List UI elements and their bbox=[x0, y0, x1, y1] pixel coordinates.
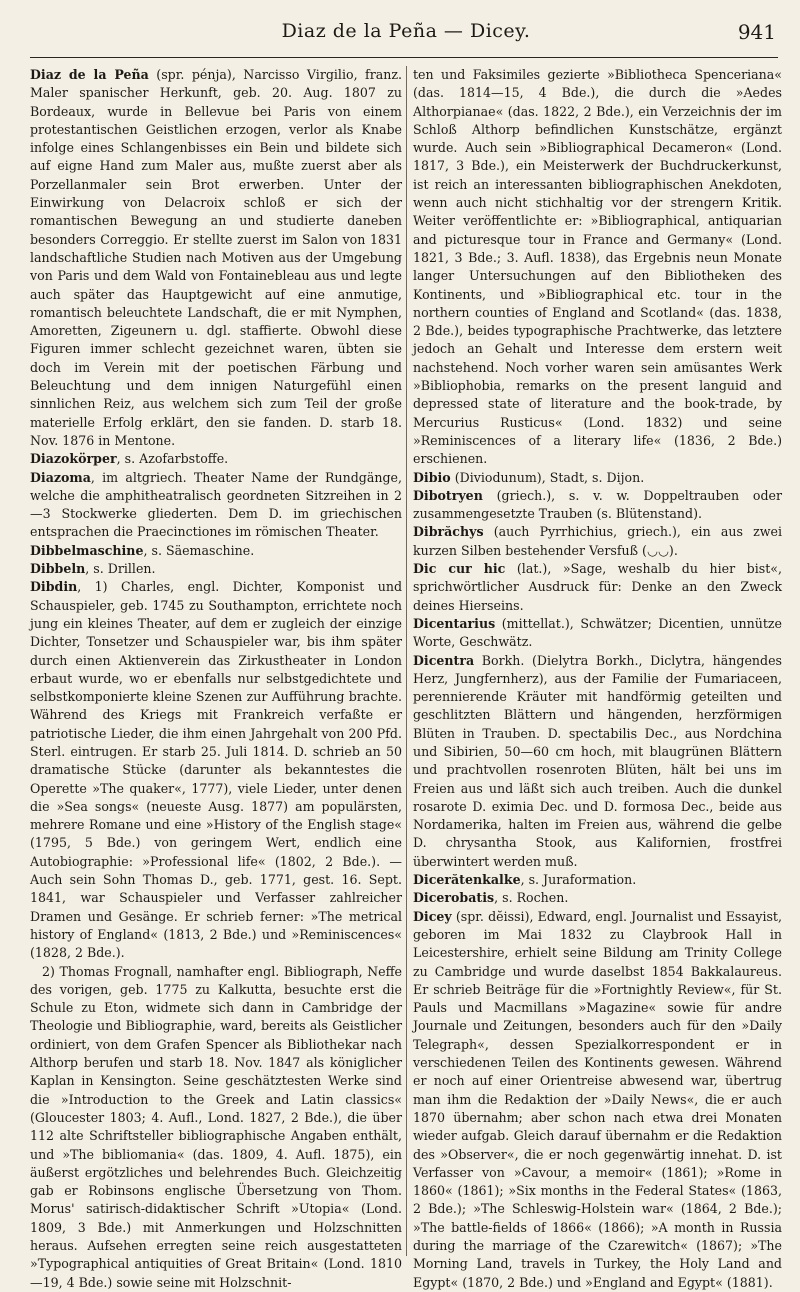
dictionary-entry bbox=[30, 560, 402, 578]
entry-headword: Dibbelmaschine bbox=[30, 542, 144, 558]
entry-text: , im altgriech. Theater Name der Rundgänge, welche die amphitheatralisch geordneten Sitzreihen in 2—3 Stockwerke gliederten. Dem D. im griechischen entsprachen die Praecinctiones im römischen Theater. bbox=[30, 469, 402, 540]
dictionary-entry bbox=[30, 450, 402, 468]
dictionary-entry bbox=[413, 469, 782, 487]
entry-headword: Dibotryen bbox=[413, 487, 483, 503]
dictionary-entry bbox=[413, 560, 782, 615]
entry-text: Borkh. (Dielytra Borkh., Diclytra, hängendes Herz, Jungfernherz), aus der Familie der Fumariaceen, perennierende Kräuter mit handförmig geteilten und geschlitzten Blättern und hängenden, herzförmigen Blüten in Trauben. D. spectabilis Dec., aus Nordchina und Sibirien, 50—60 cm hoch, mit blaugrünen Blättern und prachtvollen rosenroten Blüten, hält bei uns im Freien aus und läßt sich auch treiben. Auch die dunkel rosarote D. eximia Dec. und D. formosa Dec., beide aus Nordamerika, halten im Freien aus, während die gelbe D. chrysantha Stook, aus Kalifornien, frostfrei überwintert werden muß. bbox=[413, 652, 782, 869]
entry-headword: Diaz de la Peña bbox=[30, 67, 149, 82]
page-number: 941 bbox=[737, 20, 776, 44]
dictionary-entry bbox=[413, 908, 782, 1292]
entry-text: , s. Azofarbstoffe. bbox=[116, 451, 229, 467]
entry-headword: Dicentra bbox=[413, 652, 475, 668]
entry-text: (lat.), »Sage, weshalb du hier bist«, sprichwörtlicher Ausdruck für: Denke an den Zweck deines Hierseins. bbox=[413, 561, 782, 613]
entry-headword: Dicerătenkalke bbox=[413, 872, 521, 888]
dictionary-entry bbox=[413, 652, 782, 872]
header-rule bbox=[30, 57, 778, 58]
entry-text: (spr. pénja), Narcisso Virgilio, franz. Maler spanischer Herkunft, geb. 20. Aug. 1807 zu Bordeaux, wurde in Bellevue bei Paris von einem protestantischen Geistlichen erzogen, verlor als Knabe infolge eines Schlangenbisses ein Bein und bildete sich auf eigne Hand zum Maler aus, mußte zuerst aber als Porzellanmaler sein Brot erwerben. Unter der Einwirkung von Delacroix schloß er sich der romantischen Bewegung an und studierte daneben besonders Correggio. Er stellte zuerst im Salon von 1831 landschaftliche Studien nach Motiven aus der Umgebung von Paris und dem Wald von Fontainebleau aus und legte auch später das Hauptgewicht auf eine anmutige, romantisch beleuchtete Landschaft, die er mit Nymphen, Amoretten, Zigeunern u. dgl. staffierte. Obwohl diese Figuren immer schlecht gezeichnet waren, übten sie doch im Verein mit der poetischen Färbung und Beleuchtung und dem innigen Naturgefühl einen sinnlichen Reiz, aus welchem sich zum Teil der große materielle Erfolg erklärt, den sie fanden. D. starb 18. Nov. 1876 in Mentone. bbox=[30, 67, 402, 448]
entry-text: ten und Faksimiles gezierte »Bibliotheca Spenceriana« (das. 1814—15, 4 Bde.), die durch die »Aedes Althorpianae« (das. 1822, 2 Bde.), ein Verzeichnis der im Schloß Althorp befindlichen Kunstschätze, ergänzt wurde. Auch sein »Bibliographical Decameron« (Lond. 1817, 3 Bde.), ein Meisterwerk der Buchdruckerkunst, ist reich an interessanten bibliographischen Anekdoten, wenn auch nicht stichhaltig vor der strengern Kritik. Weiter veröffentlichte er: »Bibliographical, antiquarian and picturesque tour in France and Germany« (Lond. 1821, 3 Bde.; 3. Aufl. 1838), das Ergebnis neun Monate langer Untersuchungen auf den Bibliotheken des Kontinents, und »Bibliographical etc. tour in the northern counties of England and Scotland« (das. 1838, 2 Bde.), beides typographische Prachtwerke, das letztere jedoch an Gehalt und Interesse dem erstern weit nachstehend. Noch vorher waren sein amüsantes Werk »Bibliophobia, remarks on the present languid and depressed state of literature and the book-trade, by Mercurius Rusticus« (Lond. 1832) und seine »Reminiscences of a literary life« (1836, 2 Bde.) erschienen. bbox=[413, 67, 782, 467]
dictionary-entry bbox=[30, 469, 402, 542]
dictionary-entry bbox=[413, 871, 782, 889]
dictionary-entry bbox=[30, 542, 402, 560]
entry-headword: Dic cur hic bbox=[413, 561, 506, 577]
column-divider bbox=[406, 66, 407, 1256]
page-header bbox=[30, 8, 782, 48]
left-column bbox=[30, 66, 402, 1290]
entry-text: (spr. dĕissi), Edward, engl. Journalist und Essayist, geboren im Mai 1832 zu Claybrook Hall in Leicestershire, erhielt seine Bildung am Trinity College zu Cambridge und wurde daselbst 1854 Bakkalaureus. Er schrieb Beiträge für die »Fortnightly Review«, für St. Pauls und Macmillans »Magazine« sowie für andre Journale und Zeitungen, besonders auch für den »Daily Telegraph«, dessen Spezialkorrespondent er in verschiedenen Teilen des Kontinents gewesen. Während er noch auf einer Orientreise abwesend war, übertrug man ihm die Redaktion der »Daily News«, die er auch 1870 übernahm; aber schon nach etwa drei Monaten wieder aufgab. Gleich darauf übernahm er die Redaktion des »Observer«, die er noch gegenwärtig innehat. D. ist Verfasser von »Cavour, a memoir« (1861); »Rome in 1860« (1861); »Six months in the Federal States« (1863, 2 Bde.); »The Schleswig-Holstein war« (1864, 2 Bde.); »The battle-fields of 1866« (1866); »A month in Russia during the marriage of the Czarewitch« (1867); »The Morning Land, travels in Turkey, the Holy Land and Egypt« (1870, 2 Bde.) und »England and Egypt« (1881). bbox=[413, 908, 782, 1290]
entry-headword: Dibdin bbox=[30, 579, 78, 595]
dictionary-entry bbox=[30, 963, 402, 1292]
entry-text: (griech.), s. v. w. Doppeltrauben oder zusammengesetzte Trauben (s. Blütenstand). bbox=[413, 487, 782, 522]
entry-text: (auch Pyrrhichius, griech.), ein aus zwei kurzen Silben bestehender Versfuß (◡◡). bbox=[413, 524, 782, 558]
dictionary-entry bbox=[413, 615, 782, 652]
entry-headword: Diazoma bbox=[30, 469, 91, 485]
entry-headword: Dicey bbox=[413, 908, 452, 924]
right-column bbox=[413, 66, 782, 1290]
dictionary-entry bbox=[30, 66, 402, 450]
entry-headword: Dicentarius bbox=[413, 615, 496, 631]
dictionary-entry bbox=[413, 66, 782, 469]
dictionary-entry bbox=[413, 523, 782, 560]
entry-headword: Dibbeln bbox=[30, 561, 86, 577]
entry-text: , 1) Charles, engl. Dichter, Komponist und Schauspieler, geb. 1745 zu Southampton, errichtete noch jung ein kleines Theater, auf dem er zugleich der einzige Dichter, Tonsetzer und Schauspieler war, bis ihm später durch einen Aktienverein das Zirkustheater in London erbaut wurde, wo er ebenfalls nur selbstgedichtete und selbstkomponierte kleine Szenen zur Aufführung brachte. Während des Kriegs mit Frankreich verfaßte er patriotische Lieder, die ihm einen Jahrgehalt von 200 Pfd. Sterl. eintrugen. Er starb 25. Juli 1814. D. schrieb an 50 dramatische Stücke (darunter als bekanntestes die Operette »The quaker«, 1777), viele Lieder, unter denen die »Sea songs« (neueste Ausg. 1877) am populärsten, mehrere Romane und eine »History of the English stage« (1795, 5 Bde.) von geringem Wert, endlich eine Autobiographie: »Professional life« (1802, 2 Bde.). — Auch sein Sohn Thomas D., geb. 1771, gest. 16. Sept. 1841, war Schauspieler und Verfasser zahlreicher Dramen und Gesänge. Er schrieb ferner: »The metrical history of England« (1813, 2 Bde.) und »Reminiscences« (1828, 2 Bde.). bbox=[30, 579, 402, 961]
entry-headword: Dibio bbox=[413, 469, 451, 485]
entry-headword: Diazokörper bbox=[30, 451, 117, 467]
entry-headword: Dibrăchys bbox=[413, 524, 484, 540]
entry-text: , s. Drillen. bbox=[85, 561, 156, 577]
entry-text: , s. Rochen. bbox=[494, 890, 569, 906]
running-head: Diaz de la Peña — Dicey. bbox=[281, 20, 531, 42]
entry-text: , s. Juraformation. bbox=[520, 872, 637, 888]
entry-text: (Diviodunum), Stadt, s. Dijon. bbox=[450, 469, 645, 485]
entry-text: (mittellat.), Schwätzer; Dicentien, unnütze Worte, Geschwätz. bbox=[413, 615, 782, 650]
entry-text: , s. Säemaschine. bbox=[143, 542, 255, 558]
dictionary-entry bbox=[413, 889, 782, 907]
entry-headword: Dicerobatis bbox=[413, 890, 495, 906]
dictionary-entry bbox=[413, 487, 782, 524]
dictionary-entry bbox=[30, 578, 402, 962]
entry-text: 2) Thomas Frognall, namhafter engl. Bibliograph, Neffe des vorigen, geb. 1775 zu Kalkutta, besuchte erst die Schule zu Eton, widmete sich dann in Cambridge der Theologie und Bibliographie, ward, bereits als Geistlicher ordiniert, von dem Grafen Spencer als Bibliothekar nach Althorp berufen und starb 18. Nov. 1847 als königlicher Kaplan in Kensington. Seine geschätztesten Werke sind die »Introduction to the Greek and Latin classics« (Gloucester 1803; 4. Aufl., Lond. 1827, 2 Bde.), die über 112 alte Schriftsteller bibliographische Angaben enthält, und »The bibliomania« (das. 1809, 4. Aufl. 1875), ein äußerst ergötzliches und belehrendes Buch. Gleichzeitig gab er Robinsons englische Übersetzung von Thom. Morus' satirisch-didaktischer Schrift »Utopia« (Lond. 1809, 3 Bde.) mit Anmerkungen und Holzschnitten heraus. Aufsehen erregten seine reich ausgestatteten »Typographical antiquities of Great Britain« (Lond. 1810—19, 4 Bde.) sowie seine mit Holzschnit- bbox=[30, 963, 402, 1290]
